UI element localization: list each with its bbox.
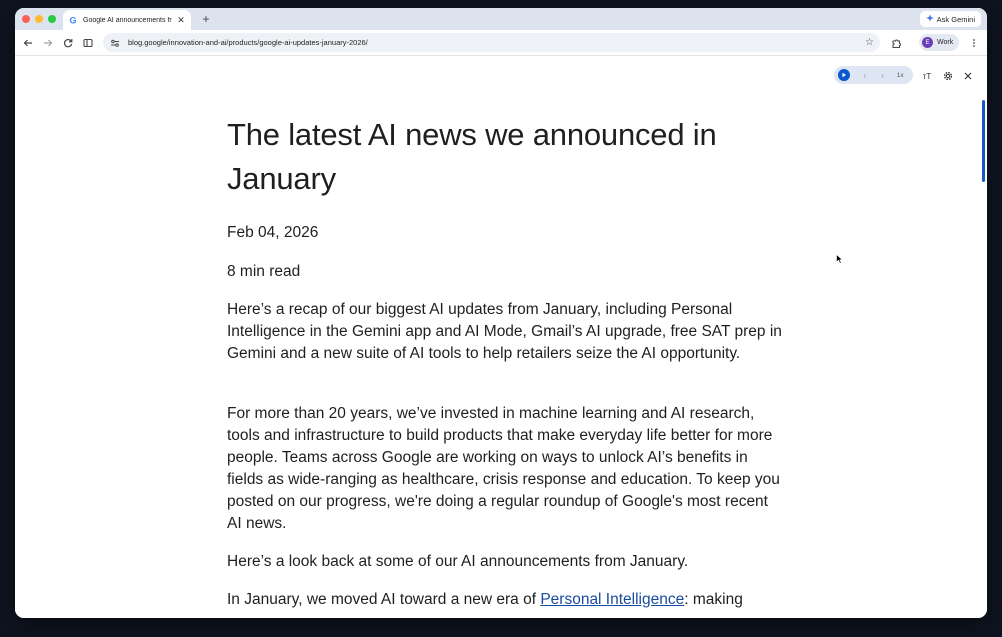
profile-name: Work <box>937 39 954 46</box>
next-icon[interactable]: › <box>881 70 884 80</box>
personal-intelligence-link[interactable]: Personal Intelligence <box>540 591 685 608</box>
playback-speed[interactable]: 1x <box>896 71 904 79</box>
read-time: 8 min read <box>227 263 301 280</box>
mouse-cursor-icon <box>836 251 843 269</box>
profile-chip[interactable] <box>919 34 959 51</box>
ask-gemini-label: Ask Gemini <box>936 14 975 24</box>
ask-gemini-button[interactable] <box>920 11 981 27</box>
minimize-window-button[interactable] <box>35 15 43 23</box>
google-icon <box>68 15 78 25</box>
text-size-icon[interactable]: тT <box>922 71 932 81</box>
paragraph-investment: For more than 20 years, we’ve invested in machine learning and AI research, tools and infrastructure to build products that make everyday life better for more people. Teams across Google are working on ways to unlock AI’s benefits in fields as wide-ranging as healthcare, crisis response and education. To keep you posted on our progress, we're doing a regular roundup of Google's most recent AI news. <box>227 405 780 532</box>
page-content <box>15 56 987 618</box>
article-date: Feb 04, 2026 <box>227 224 319 241</box>
svg-text:G: G <box>68 15 76 25</box>
close-window-button[interactable] <box>22 15 30 23</box>
maximize-window-button[interactable] <box>48 15 56 23</box>
paragraph-text: In January, we moved AI toward a new era of <box>227 591 541 608</box>
new-tab-button[interactable]: + <box>202 12 210 26</box>
paragraph-look-back: Here’s a look back at some of our AI announcements from January. <box>227 553 689 570</box>
bookmark-star-icon[interactable]: ☆ <box>865 37 874 48</box>
close-tab-icon[interactable]: ✕ <box>177 14 185 25</box>
paragraph-personal-intelligence <box>227 589 785 611</box>
page-title: The latest AI news we announced in January <box>227 117 717 196</box>
gemini-sparkle-icon <box>926 14 934 24</box>
previous-icon[interactable]: ‹ <box>863 70 867 80</box>
more-menu-icon[interactable] <box>967 36 981 50</box>
url-text: blog.google/innovation-and-ai/products/google-ai-updates-january-2026/ <box>128 38 368 47</box>
paragraph-recap: Here’s a recap of our biggest AI updates from January, including Personal Intelligence in the Gemini app and AI Mode, Gmail’s AI upgrade, free SAT prep in Gemini and a new suite of AI tools to help retailers seize the AI opportunity. <box>227 301 782 362</box>
site-settings-icon[interactable] <box>109 37 121 49</box>
forward-arrow-icon[interactable] <box>41 36 55 50</box>
browser-window <box>15 8 987 618</box>
settings-gear-icon[interactable] <box>941 69 955 83</box>
tab-google-ai-announcements[interactable] <box>63 10 191 30</box>
scrollbar-thumb[interactable] <box>982 100 985 182</box>
address-bar[interactable] <box>103 33 880 52</box>
tab-strip <box>15 8 987 30</box>
close-reader-icon[interactable] <box>961 69 975 83</box>
play-button[interactable] <box>838 69 850 81</box>
paragraph-text-suffix: : making <box>684 591 743 608</box>
side-panel-icon[interactable] <box>81 36 95 50</box>
avatar: E <box>922 37 933 48</box>
extensions-icon[interactable] <box>889 36 903 50</box>
read-aloud-controls <box>834 66 913 84</box>
browser-toolbar <box>15 30 987 56</box>
back-arrow-icon[interactable] <box>21 36 35 50</box>
reload-icon[interactable] <box>61 36 75 50</box>
tab-title: Google AI announcements fr <box>83 16 172 24</box>
